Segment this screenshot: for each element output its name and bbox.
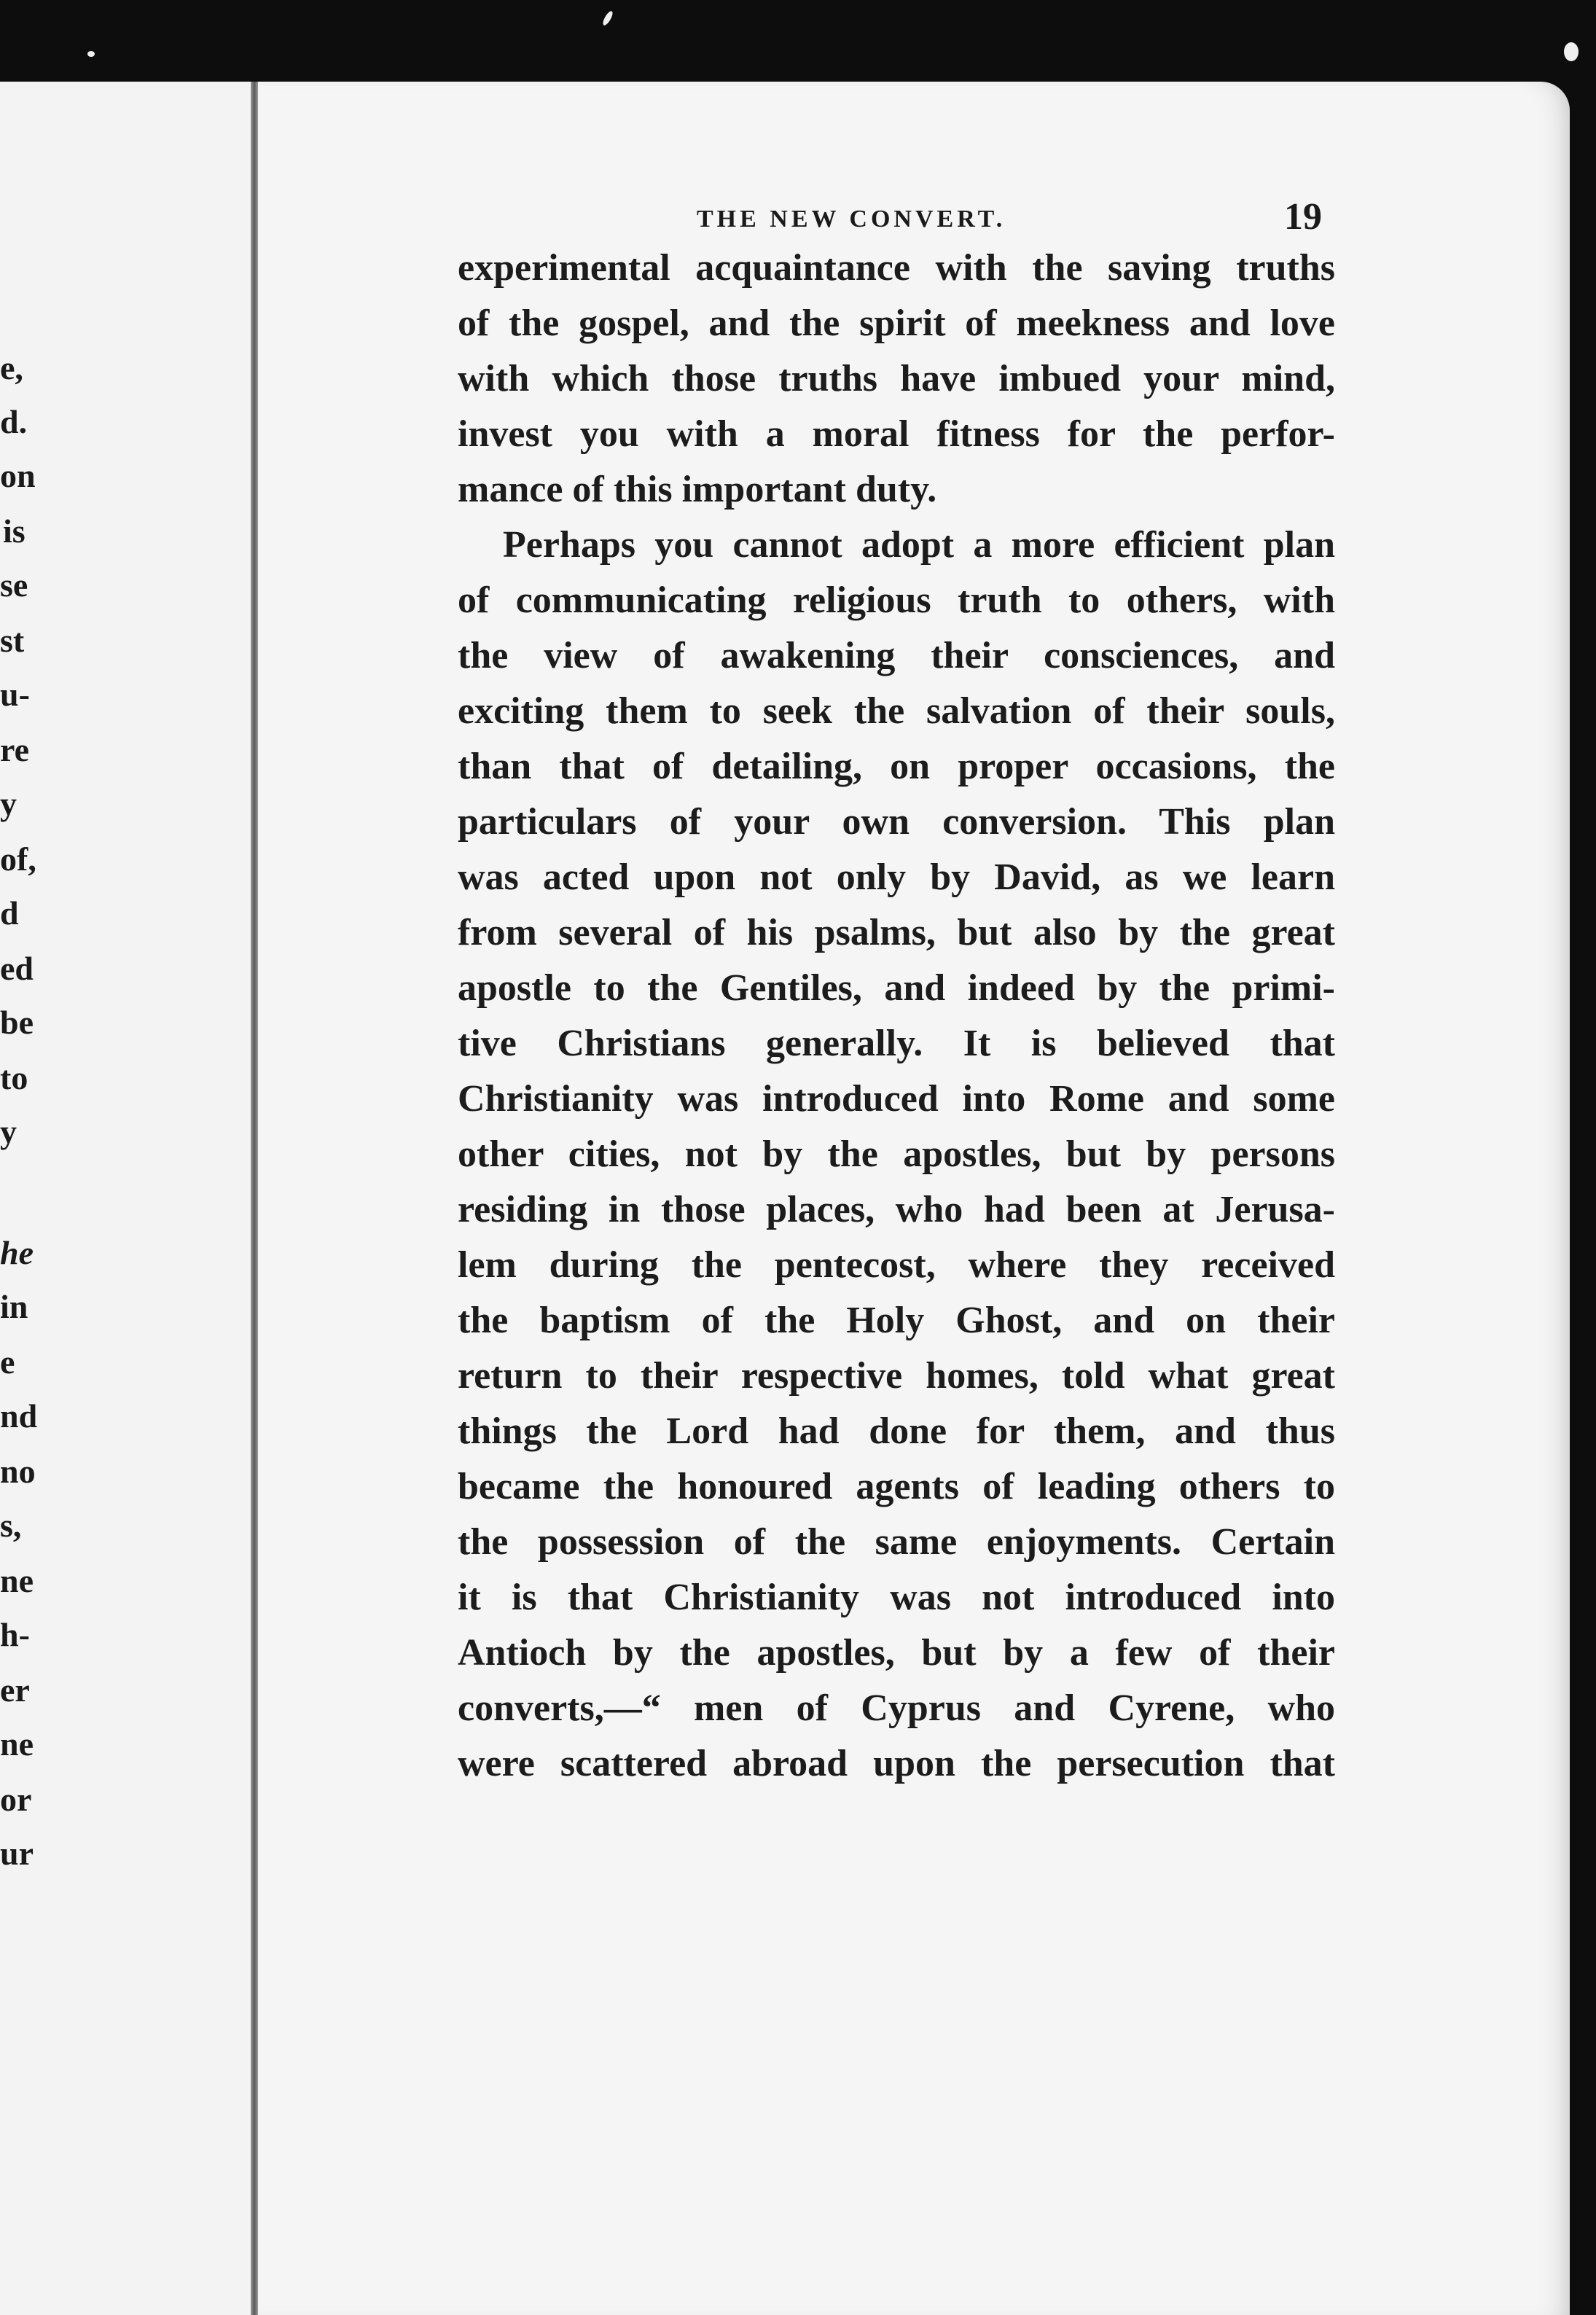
left-fragment: y	[0, 1113, 17, 1150]
text-line: things the Lord had done for them, and thus	[458, 1410, 1335, 1452]
left-fragment: of,	[0, 840, 36, 878]
scan-dust	[87, 51, 95, 57]
left-fragment: u-	[0, 676, 30, 713]
text-line: of communicating religious truth to others, with	[458, 579, 1335, 621]
left-page-text-fragments	[0, 82, 257, 2315]
left-fragment: ed	[0, 950, 34, 987]
left-fragment: ur	[0, 1835, 34, 1872]
text-line: Antioch by the apostles, but by a few of their	[458, 1632, 1335, 1674]
text-line: of the gospel, and the spirit of meekness and love	[458, 302, 1335, 344]
left-fragment: is	[3, 512, 26, 550]
left-fragment: y	[0, 785, 17, 822]
book-gutter	[251, 82, 258, 2315]
left-fragment: re	[0, 731, 30, 768]
left-fragment: be	[0, 1004, 34, 1041]
text-line: experimental acquaintance with the saving truths	[458, 247, 1335, 289]
text-line: invest you with a moral fitness for the perfor-	[458, 413, 1335, 455]
page-number: 19	[1284, 196, 1322, 238]
left-fragment: d	[0, 894, 19, 932]
left-fragment: ne	[0, 1562, 34, 1599]
text-line: were scattered abroad upon the persecution that	[458, 1743, 1335, 1784]
text-line: particulars of your own conversion. This plan	[458, 801, 1335, 843]
text-line: became the honoured agents of leading others to	[458, 1466, 1335, 1507]
text-line: the view of awakening their consciences, and	[458, 635, 1335, 676]
left-fragment: to	[0, 1059, 28, 1096]
text-line: exciting them to seek the salvation of their souls,	[458, 690, 1335, 732]
left-fragment: in	[0, 1288, 28, 1325]
text-line: was acted upon not only by David, as we learn	[458, 856, 1335, 898]
text-line: with which those truths have imbued your mind,	[458, 358, 1335, 399]
text-line: apostle to the Gentiles, and indeed by the primi-	[458, 967, 1335, 1009]
paragraph-start-line: Perhaps you cannot adopt a more efficient plan	[503, 524, 1335, 566]
text-line: from several of his psalms, but also by the great	[458, 912, 1335, 953]
text-line: tive Christians generally. It is believed that	[458, 1023, 1335, 1064]
left-facing-page	[0, 82, 257, 2315]
text-line: than that of detailing, on proper occasions, the	[458, 746, 1335, 787]
left-fragment: no	[0, 1453, 36, 1490]
left-fragment: on	[0, 457, 36, 494]
left-fragment: er	[0, 1671, 30, 1709]
left-fragment: e	[0, 1343, 15, 1381]
left-fragment: se	[0, 566, 28, 604]
left-fragment: st	[0, 622, 25, 659]
left-fragment: d.	[0, 403, 28, 440]
left-fragment: nd	[0, 1397, 38, 1434]
text-line: residing in those places, who had been at Jerusa-	[458, 1189, 1335, 1230]
scan-dust	[1564, 42, 1579, 61]
left-fragment: he	[0, 1234, 34, 1271]
text-line: lem during the pentecost, where they received	[458, 1244, 1335, 1286]
text-line: it is that Christianity was not introduced into	[458, 1577, 1335, 1618]
text-line: converts,—“ men of Cyprus and Cyrene, who	[458, 1687, 1335, 1729]
running-header: THE NEW CONVERT.	[697, 206, 1006, 233]
text-line: other cities, not by the apostles, but by persons	[458, 1133, 1335, 1175]
left-fragment: s,	[0, 1507, 22, 1544]
left-fragment: ne	[0, 1725, 34, 1762]
left-fragment: h-	[0, 1616, 30, 1653]
text-line: the possession of the same enjoyments. Certain	[458, 1521, 1335, 1563]
text-line: return to their respective homes, told what great	[458, 1355, 1335, 1397]
text-line: mance of this important duty.	[458, 469, 937, 510]
text-line: Christianity was introduced into Rome and some	[458, 1078, 1335, 1120]
left-fragment: e,	[0, 349, 23, 386]
text-line: the baptism of the Holy Ghost, and on their	[458, 1300, 1335, 1341]
left-fragment: or	[0, 1781, 32, 1818]
